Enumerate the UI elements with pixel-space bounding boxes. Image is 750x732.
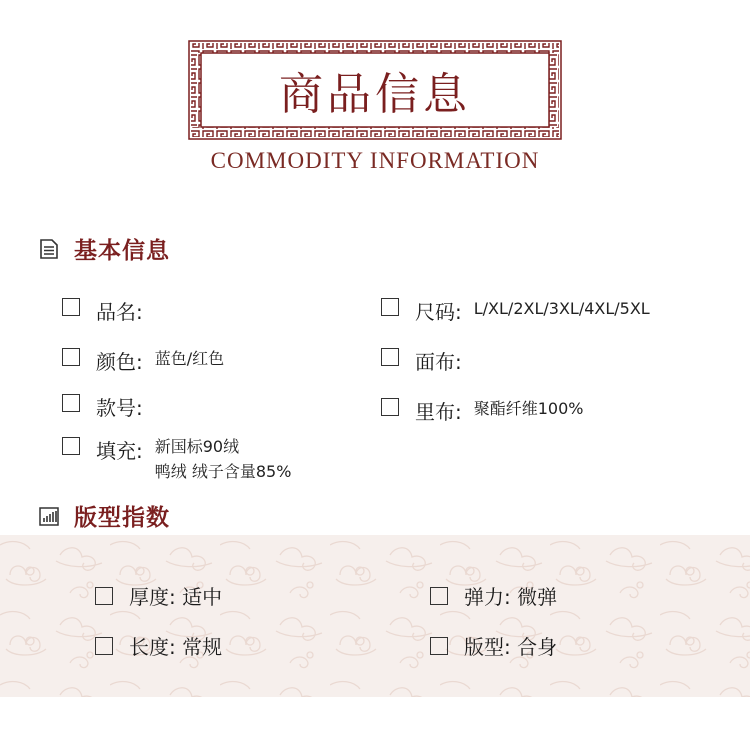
fit-label: 厚度: 适中 — [129, 585, 223, 609]
checkbox[interactable] — [381, 298, 399, 316]
checkbox[interactable] — [62, 394, 80, 412]
field-color — [62, 346, 224, 375]
field-lining — [381, 396, 584, 425]
checkbox[interactable] — [95, 637, 113, 655]
fit-elasticity — [430, 581, 557, 610]
field-label: 品名: — [96, 300, 143, 324]
document-icon — [38, 238, 60, 260]
fit-label: 长度: 常规 — [129, 635, 223, 659]
fit-cut — [430, 631, 557, 660]
field-filling — [62, 435, 291, 484]
field-size — [381, 296, 650, 325]
field-value: 聚酯纤维100% — [473, 399, 584, 418]
title-frame — [188, 40, 562, 140]
basic-info-title: 基本信息 — [74, 238, 170, 264]
basic-info-heading — [38, 232, 170, 265]
field-value: 新国标90绒 — [154, 437, 240, 456]
field-label: 尺码: — [415, 300, 462, 324]
bar-chart-icon — [38, 505, 60, 527]
checkbox[interactable] — [62, 348, 80, 366]
checkbox[interactable] — [62, 298, 80, 316]
field-label: 款号: — [96, 396, 143, 420]
field-value: L/XL/2XL/3XL/4XL/5XL — [473, 299, 650, 318]
fit-index-panel — [0, 535, 750, 697]
checkbox[interactable] — [381, 398, 399, 416]
fit-label: 版型: 合身 — [464, 635, 558, 659]
fit-index-heading — [38, 499, 170, 532]
fit-thickness — [95, 581, 222, 610]
field-style-number — [62, 392, 143, 421]
fit-label: 弹力: 微弹 — [464, 585, 558, 609]
field-label: 填充: — [96, 439, 143, 463]
field-product-name — [62, 296, 143, 325]
field-label: 颜色: — [96, 350, 143, 374]
fit-length — [95, 631, 222, 660]
field-outer-fabric — [381, 346, 462, 375]
field-value-line2: 鸭绒 绒子含量85% — [154, 462, 292, 481]
checkbox[interactable] — [95, 587, 113, 605]
field-value: 蓝色/红色 — [154, 349, 225, 368]
checkbox[interactable] — [430, 587, 448, 605]
checkbox[interactable] — [430, 637, 448, 655]
page-subtitle: COMMODITY INFORMATION — [210, 148, 540, 173]
cloud-pattern — [0, 535, 750, 697]
checkbox[interactable] — [62, 437, 80, 455]
field-label: 面布: — [415, 350, 462, 374]
fit-index-title: 版型指数 — [74, 505, 170, 531]
checkbox[interactable] — [381, 348, 399, 366]
field-label: 里布: — [415, 400, 462, 424]
page-title: 商品信息 — [279, 69, 471, 120]
